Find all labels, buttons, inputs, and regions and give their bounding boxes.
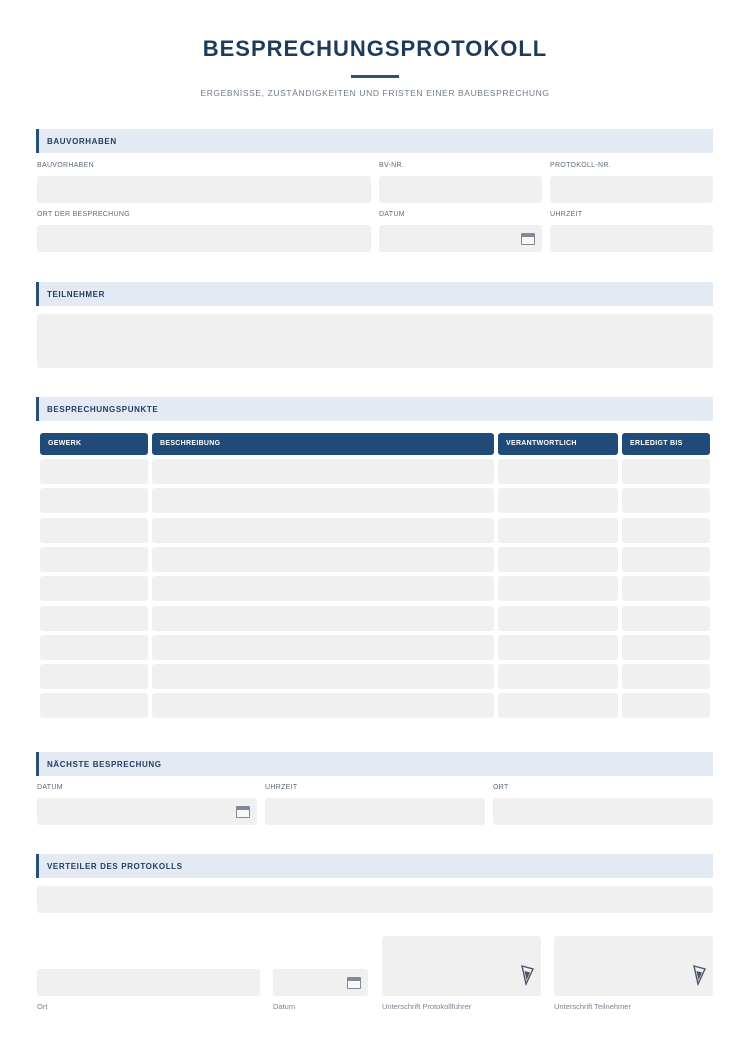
table-cell-erledigt-bis[interactable] (622, 635, 710, 660)
section-verteiler (36, 854, 713, 878)
column-header-gewerk: GEWERK (40, 433, 148, 455)
table-cell-beschreibung[interactable] (152, 635, 494, 660)
table-cell-verantwortlich[interactable] (498, 635, 618, 660)
section-naechste-besprechung (36, 752, 713, 776)
table-cell-verantwortlich[interactable] (498, 547, 618, 572)
label-bauvorhaben: BAUVORHABEN (37, 162, 94, 169)
column-header-verantwortlich: VERANTWORTLICH (498, 433, 618, 455)
table-cell-gewerk[interactable] (40, 459, 148, 484)
table-cell-erledigt-bis[interactable] (622, 664, 710, 689)
table-cell-beschreibung[interactable] (152, 547, 494, 572)
section-heading: TEILNEHMER (47, 290, 105, 299)
label-signature-ort: Ort (37, 1002, 48, 1011)
table-cell-erledigt-bis[interactable] (622, 488, 710, 513)
label-datum: DATUM (379, 211, 405, 218)
table-cell-beschreibung[interactable] (152, 693, 494, 718)
column-header-erledigt-bis: ERLEDIGT BIS (622, 433, 710, 455)
signature-datum-field[interactable] (273, 969, 368, 996)
section-heading: BAUVORHABEN (47, 137, 117, 146)
table-cell-gewerk[interactable] (40, 547, 148, 572)
pen-icon (692, 964, 706, 986)
table-cell-beschreibung[interactable] (152, 459, 494, 484)
pen-icon (520, 964, 534, 986)
label-naechste-uhrzeit: UHRZEIT (265, 784, 298, 791)
signature-ort-field[interactable] (37, 969, 260, 996)
table-cell-gewerk[interactable] (40, 576, 148, 601)
table-cell-beschreibung[interactable] (152, 518, 494, 543)
label-naechste-datum: DATUM (37, 784, 63, 791)
table-cell-beschreibung[interactable] (152, 488, 494, 513)
ort-field[interactable] (37, 225, 371, 252)
table-cell-erledigt-bis[interactable] (622, 606, 710, 631)
verteiler-field[interactable] (37, 886, 713, 913)
table-cell-beschreibung[interactable] (152, 606, 494, 631)
table-cell-gewerk[interactable] (40, 606, 148, 631)
section-teilnehmer (36, 282, 713, 306)
uhrzeit-field[interactable] (550, 225, 713, 252)
table-cell-beschreibung[interactable] (152, 576, 494, 601)
page-subtitle: ERGEBNISSE, ZUSTÄNDIGKEITEN UND FRISTEN EINER BAUBESPRECHUNG (200, 88, 550, 98)
table-cell-beschreibung[interactable] (152, 664, 494, 689)
protokoll-nr-field[interactable] (550, 176, 713, 203)
bauvorhaben-field[interactable] (37, 176, 371, 203)
table-cell-gewerk[interactable] (40, 488, 148, 513)
table-cell-erledigt-bis[interactable] (622, 693, 710, 718)
table-cell-gewerk[interactable] (40, 518, 148, 543)
table-cell-verantwortlich[interactable] (498, 576, 618, 601)
section-heading: NÄCHSTE BESPRECHUNG (47, 760, 162, 769)
naechste-uhrzeit-field[interactable] (265, 798, 485, 825)
bv-nr-field[interactable] (379, 176, 542, 203)
datum-field[interactable] (379, 225, 542, 252)
title-divider (351, 75, 399, 78)
naechste-ort-field[interactable] (493, 798, 713, 825)
label-uhrzeit: UHRZEIT (550, 211, 583, 218)
label-signature-teilnehmer: Unterschrift Teilnehmer (554, 1002, 631, 1011)
table-cell-verantwortlich[interactable] (498, 488, 618, 513)
naechste-datum-field[interactable] (37, 798, 257, 825)
column-header-beschreibung: BESCHREIBUNG (152, 433, 494, 455)
table-cell-erledigt-bis[interactable] (622, 576, 710, 601)
label-signature-protokollfuehrer: Unterschrift Protokollführer (382, 1002, 472, 1011)
label-naechste-ort: ORT (493, 784, 509, 791)
teilnehmer-field[interactable] (37, 314, 713, 368)
section-heading: VERTEILER DES PROTOKOLLS (47, 862, 183, 871)
calendar-icon[interactable] (521, 233, 535, 245)
section-heading: BESPRECHUNGSPUNKTE (47, 405, 159, 414)
signature-teilnehmer-field[interactable] (554, 936, 713, 996)
page-title: BESPRECHUNGSPROTOKOLL (202, 36, 548, 61)
table-cell-gewerk[interactable] (40, 693, 148, 718)
label-protokoll-nr: PROTOKOLL-NR. (550, 162, 611, 169)
section-besprechungspunkte (36, 397, 713, 421)
label-ort-der-besprechung: ORT DER BESPRECHUNG (37, 211, 130, 218)
table-cell-verantwortlich[interactable] (498, 693, 618, 718)
table-cell-gewerk[interactable] (40, 664, 148, 689)
table-cell-verantwortlich[interactable] (498, 518, 618, 543)
calendar-icon[interactable] (347, 977, 361, 989)
table-cell-erledigt-bis[interactable] (622, 518, 710, 543)
table-cell-verantwortlich[interactable] (498, 606, 618, 631)
table-cell-erledigt-bis[interactable] (622, 547, 710, 572)
calendar-icon[interactable] (236, 806, 250, 818)
section-bauvorhaben (36, 129, 713, 153)
label-bv-nr: BV-NR. (379, 162, 405, 169)
table-cell-verantwortlich[interactable] (498, 664, 618, 689)
label-signature-datum: Datum (273, 1002, 296, 1011)
table-cell-erledigt-bis[interactable] (622, 459, 710, 484)
table-cell-gewerk[interactable] (40, 635, 148, 660)
signature-protokollfuehrer-field[interactable] (382, 936, 541, 996)
table-cell-verantwortlich[interactable] (498, 459, 618, 484)
